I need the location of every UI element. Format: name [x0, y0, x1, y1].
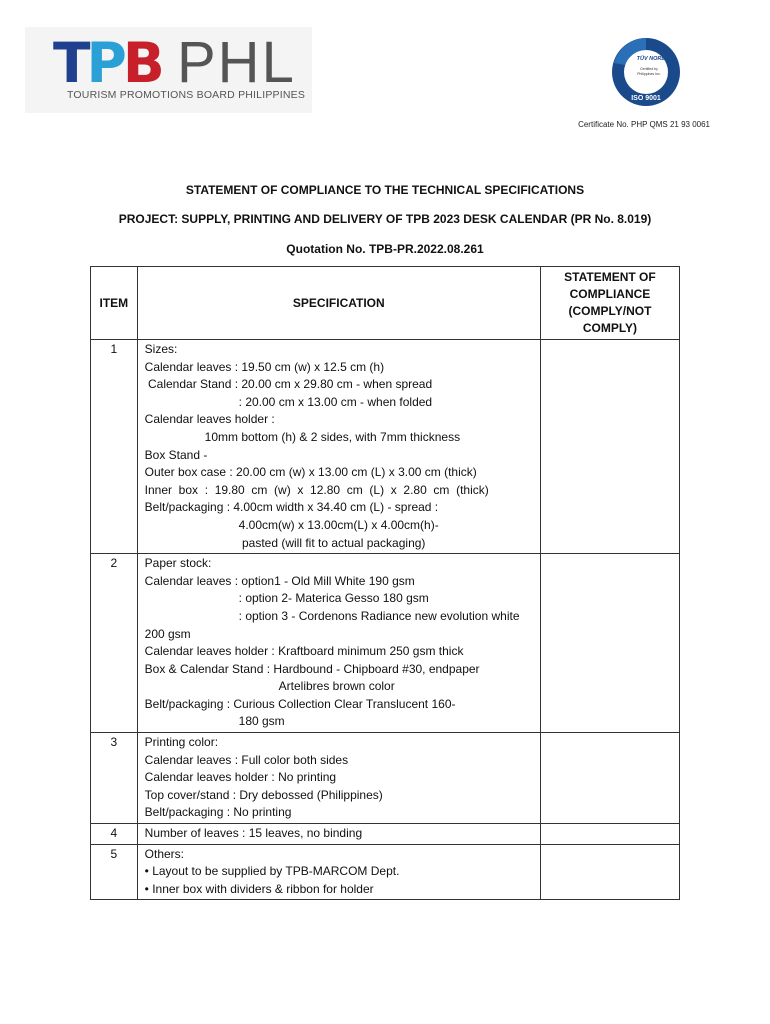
- logo-mark: [53, 33, 161, 93]
- spec-line: Printing color:: [144, 735, 219, 750]
- specification-cell: [137, 824, 540, 845]
- spec-line: Calendar leaves : Full color both sides: [144, 752, 349, 767]
- item-number: 5: [91, 844, 138, 900]
- spec-line: pasted (will fit to actual packaging): [238, 535, 426, 550]
- compliance-cell[interactable]: [540, 340, 679, 554]
- header-compliance: [540, 267, 679, 340]
- specification-cell: [137, 733, 540, 824]
- logo-tagline: TOURISM PROMOTIONS BOARD PHILIPPINES: [67, 89, 306, 101]
- item-number: 4: [91, 824, 138, 845]
- spec-line: Calendar leaves : option1 - Old Mill White 190 gsm: [144, 573, 415, 588]
- spec-line: Outer box case : 20.00 cm (w) x 13.00 cm (L) x 3.00 cm (thick): [144, 465, 477, 480]
- spec-line: Calendar leaves holder : No printing: [144, 770, 337, 785]
- project-title: PROJECT: SUPPLY, PRINTING AND DELIVERY OF TPB 2023 DESK CALENDAR (PR No. 8.019): [118, 212, 652, 226]
- spec-line: Box & Calendar Stand : Hardbound - Chipboard #30, endpaper: [144, 661, 480, 676]
- spec-line: Belt/packaging : No printing: [144, 805, 292, 820]
- spec-line: • Inner box with dividers & ribbon for holder: [144, 881, 374, 896]
- spec-line: Box Stand -: [144, 447, 208, 462]
- spec-line: Belt/packaging : 4.00cm width x 34.40 cm (L) - spread :: [144, 500, 439, 515]
- logo-phl: PHL: [177, 30, 296, 95]
- spec-line: 4.00cm(w) x 13.00cm(L) x 4.00cm(h)-: [238, 517, 439, 532]
- spec-line: Calendar leaves holder :: [144, 412, 275, 427]
- spec-line: Calendar leaves holder : Kraftboard minimum 250 gsm thick: [144, 644, 464, 659]
- spec-line: : 20.00 cm x 13.00 cm - when folded: [238, 394, 433, 409]
- spec-line: Inner box : 19.80 cm (w) x 12.80 cm (L) x 2.80 cm (thick): [144, 482, 489, 497]
- table-row: [91, 733, 680, 824]
- spec-line: 10mm bottom (h) & 2 sides, with 7mm thickness: [204, 429, 461, 444]
- seal-mid2-text: Philippines Inc.: [637, 72, 661, 76]
- seal-bottom-text: ISO 9001: [631, 95, 661, 102]
- quotation-number: Quotation No. TPB-PR.2022.08.261: [286, 242, 484, 256]
- compliance-table: [90, 266, 680, 900]
- header-compliance-line: STATEMENT OF: [564, 270, 656, 284]
- logo-letter-p: P: [86, 31, 123, 95]
- table-row: [91, 554, 680, 733]
- spec-line: 200 gsm: [144, 626, 191, 641]
- spec-line: Artelibres brown color: [278, 679, 395, 694]
- spec-line: : option 2- Materica Gesso 180 gsm: [238, 591, 429, 606]
- spec-line: Calendar leaves : 19.50 cm (w) x 12.5 cm (h): [144, 359, 385, 374]
- header-compliance-line: COMPLY): [582, 321, 638, 335]
- item-number: 1: [91, 340, 138, 554]
- header-item: ITEM: [91, 267, 138, 340]
- compliance-cell[interactable]: [540, 844, 679, 900]
- logo-letter-t: T: [53, 31, 87, 95]
- seal-mid1-text: Certified by: [640, 67, 658, 71]
- spec-line: Top cover/stand : Dry debossed (Philippines): [144, 787, 383, 802]
- logo-letter-b: B: [122, 31, 161, 95]
- iso-9001-seal-icon: [611, 37, 681, 107]
- seal-top-text: TÜV NORD: [636, 56, 666, 62]
- header-compliance-line: COMPLIANCE: [569, 287, 651, 301]
- table-row: [91, 824, 680, 845]
- table-row: [91, 844, 680, 900]
- header-compliance-line: (COMPLY/NOT: [568, 304, 652, 318]
- header-specification: SPECIFICATION: [137, 267, 540, 340]
- spec-line: 180 gsm: [238, 714, 285, 729]
- table-header-row: [91, 267, 680, 340]
- compliance-cell[interactable]: [540, 824, 679, 845]
- spec-line: Belt/packaging : Curious Collection Clear Translucent 160-: [144, 696, 456, 711]
- certificate-number: Certificate No. PHP QMS 21 93 0061: [578, 120, 710, 129]
- specification-cell: [137, 554, 540, 733]
- spec-line: • Layout to be supplied by TPB-MARCOM Dept.: [144, 864, 400, 879]
- spec-line: Number of leaves : 15 leaves, no binding: [144, 826, 363, 841]
- tpb-phl-logo: [25, 27, 312, 113]
- specification-cell: [137, 340, 540, 554]
- specification-cell: [137, 844, 540, 900]
- item-number: 3: [91, 733, 138, 824]
- spec-line: : option 3 - Cordenons Radiance new evolution white: [238, 608, 520, 623]
- spec-line: Paper stock:: [144, 556, 212, 571]
- spec-line: Others:: [144, 846, 185, 861]
- compliance-cell[interactable]: [540, 733, 679, 824]
- spec-line: Calendar Stand : 20.00 cm x 29.80 cm - when spread: [144, 377, 433, 392]
- table-row: [91, 340, 680, 554]
- spec-line: Sizes:: [144, 342, 178, 356]
- statement-title: STATEMENT OF COMPLIANCE TO THE TECHNICAL SPECIFICATIONS: [185, 183, 585, 197]
- item-number: 2: [91, 554, 138, 733]
- compliance-cell[interactable]: [540, 554, 679, 733]
